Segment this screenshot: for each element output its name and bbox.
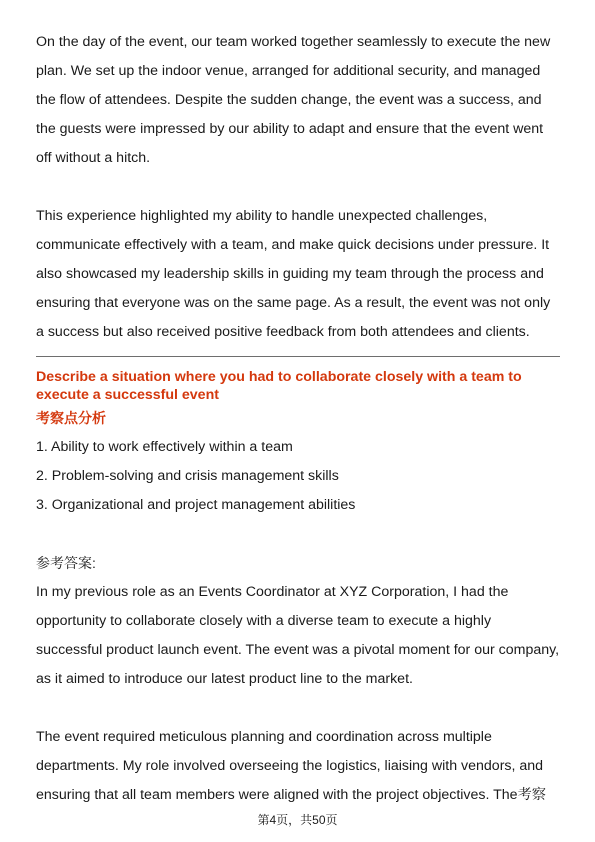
- question-title: Describe a situation where you had to collaborate closely with a team to execute a successful event: [36, 369, 522, 403]
- analysis-points: [36, 433, 560, 520]
- analysis-point: 2. Problem-solving and crisis management skills: [36, 468, 339, 484]
- analysis-point: 1. Ability to work effectively within a team: [36, 439, 293, 455]
- body-paragraph: On the day of the event, our team worked together seamlessly to execute the new plan. We set up the indoor venue, arranged for additional security, and managed the flow of attendees. Despite the sudden change, the event was a success, and the guests were impressed by our ability to adapt and ensure that the event went off without a hitch.: [36, 34, 551, 166]
- answer-paragraph: The event required meticulous planning and coordination across multiple departments. My role involved overseeing the logistics, liaising with vendors, and ensuring that all team members were aligned with the project objectives. The考察: [36, 729, 546, 803]
- answer-paragraph: In my previous role as an Events Coordinator at XYZ Corporation, I had the opportunity to collaborate closely with a diverse team to execute a highly successful product launch event. The event was a pivotal moment for our company, as it aimed to introduce our latest product line to the market.: [36, 584, 560, 687]
- analysis-point: 3. Organizational and project management abilities: [36, 497, 356, 513]
- analysis-label: 考察点分析: [36, 410, 106, 426]
- paragraph-gap: [36, 173, 560, 202]
- answer-label: 参考答案:: [36, 555, 96, 571]
- document-page: [36, 28, 560, 810]
- section-divider: [36, 356, 560, 357]
- body-paragraph: This experience highlighted my ability to handle unexpected challenges, communicate effectively with a team, and make quick decisions under pressure. It also showcased my leadership skills in guiding my team through the process and ensuring that everyone was on the same page. As a result, the event was not only a success but also received positive feedback from both attendees and clients.: [36, 208, 551, 340]
- paragraph-gap: [36, 694, 560, 723]
- paragraph-gap: [36, 520, 560, 549]
- page-footer: 第4页，共50页: [257, 813, 338, 827]
